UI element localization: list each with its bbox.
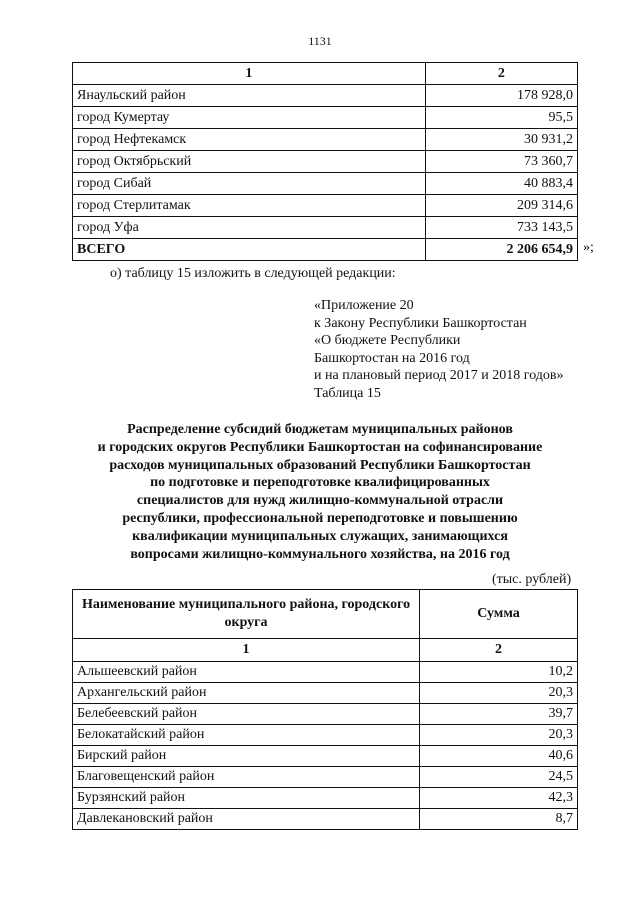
document-title bbox=[0, 421, 640, 563]
closing-quote: »; bbox=[583, 240, 594, 255]
table-row bbox=[73, 725, 578, 746]
subsidy-table bbox=[72, 589, 578, 830]
row-value: 73 360,7 bbox=[425, 151, 577, 173]
table-header-row bbox=[73, 63, 578, 85]
page-number: 1131 bbox=[308, 34, 332, 48]
row-value: 39,7 bbox=[420, 704, 578, 725]
table-row bbox=[73, 129, 578, 151]
table-header-row bbox=[73, 590, 578, 639]
row-name: Бурзянский район bbox=[73, 788, 420, 809]
total-value: 2 206 654,9 bbox=[425, 239, 577, 261]
header-name: Наименование муниципального района, городского округа bbox=[73, 590, 420, 639]
table-row bbox=[73, 173, 578, 195]
table-row bbox=[73, 85, 578, 107]
column-number-2: 2 bbox=[425, 63, 577, 85]
appendix-line: к Закону Республики Башкортостан bbox=[314, 315, 527, 331]
table-row bbox=[73, 217, 578, 239]
title-line: Распределение субсидий бюджетам муниципальных районов bbox=[127, 422, 513, 437]
table-row bbox=[73, 195, 578, 217]
row-value: 42,3 bbox=[420, 788, 578, 809]
row-name: Бирский район bbox=[73, 746, 420, 767]
title-line: расходов муниципальных образований Республики Башкортостан bbox=[109, 457, 531, 473]
row-name: город Кумертау bbox=[73, 107, 426, 129]
title-line: квалификации муниципальных служащих, занимающихся bbox=[132, 528, 508, 544]
column-number-2: 2 bbox=[420, 639, 578, 662]
units-label: (тыс. рублей) bbox=[492, 572, 572, 587]
row-name: город Октябрьский bbox=[73, 151, 426, 173]
total-label: ВСЕГО bbox=[73, 239, 426, 261]
row-value: 20,3 bbox=[420, 683, 578, 704]
row-value: 95,5 bbox=[425, 107, 577, 129]
appendix-header bbox=[314, 297, 564, 403]
title-line: и городских округов Республики Башкортостан на софинансирование bbox=[97, 439, 543, 455]
row-value: 209 314,6 bbox=[425, 195, 577, 217]
title-line: вопросами жилищно-коммунального хозяйства, на 2016 год bbox=[130, 546, 510, 562]
row-value: 178 928,0 bbox=[425, 85, 577, 107]
table-row bbox=[73, 809, 578, 830]
row-value: 30 931,2 bbox=[425, 129, 577, 151]
appendix-line: «Приложение 20 bbox=[314, 298, 414, 313]
row-name: город Нефтекамск bbox=[73, 129, 426, 151]
row-value: 8,7 bbox=[420, 809, 578, 830]
header-sum: Сумма bbox=[420, 590, 578, 639]
table-row bbox=[73, 107, 578, 129]
row-value: 20,3 bbox=[420, 725, 578, 746]
appendix-line: «О бюджете Республики bbox=[314, 333, 461, 349]
table-row bbox=[73, 788, 578, 809]
row-name: Давлекановский район bbox=[73, 809, 420, 830]
appendix-line: и на плановый период 2017 и 2018 годов» bbox=[314, 368, 564, 384]
table-row bbox=[73, 704, 578, 725]
row-name: Янаульский район bbox=[73, 85, 426, 107]
row-value: 40 883,4 bbox=[425, 173, 577, 195]
column-numbers-row bbox=[73, 639, 578, 662]
table-row bbox=[73, 662, 578, 683]
row-value: 10,2 bbox=[420, 662, 578, 683]
row-name: Белебеевский район bbox=[73, 704, 420, 725]
table-row bbox=[73, 151, 578, 173]
column-number-1: 1 bbox=[73, 639, 420, 662]
row-name: Благовещенский район bbox=[73, 767, 420, 788]
row-value: 24,5 bbox=[420, 767, 578, 788]
top-table bbox=[72, 62, 578, 261]
table-row bbox=[73, 767, 578, 788]
row-name: город Уфа bbox=[73, 217, 426, 239]
table-row bbox=[73, 746, 578, 767]
row-value: 40,6 bbox=[420, 746, 578, 767]
row-name: город Сибай bbox=[73, 173, 426, 195]
appendix-line: Башкортостан на 2016 год bbox=[314, 350, 470, 366]
table-row bbox=[73, 683, 578, 704]
amendment-instruction: о) таблицу 15 изложить в следующей редакции: bbox=[110, 266, 396, 281]
row-name: Белокатайский район bbox=[73, 725, 420, 746]
appendix-line: Таблица 15 bbox=[314, 385, 381, 401]
row-name: Архангельский район bbox=[73, 683, 420, 704]
total-row bbox=[73, 239, 578, 261]
title-line: по подготовке и переподготовке квалифицированных bbox=[150, 475, 490, 491]
title-line: специалистов для нужд жилищно-коммунальной отрасли bbox=[136, 493, 504, 509]
column-number-1: 1 bbox=[73, 63, 426, 85]
title-line: республики, профессиональной переподготовке и повышению bbox=[122, 510, 518, 526]
row-name: город Стерлитамак bbox=[73, 195, 426, 217]
row-value: 733 143,5 bbox=[425, 217, 577, 239]
row-name: Альшеевский район bbox=[73, 662, 420, 683]
